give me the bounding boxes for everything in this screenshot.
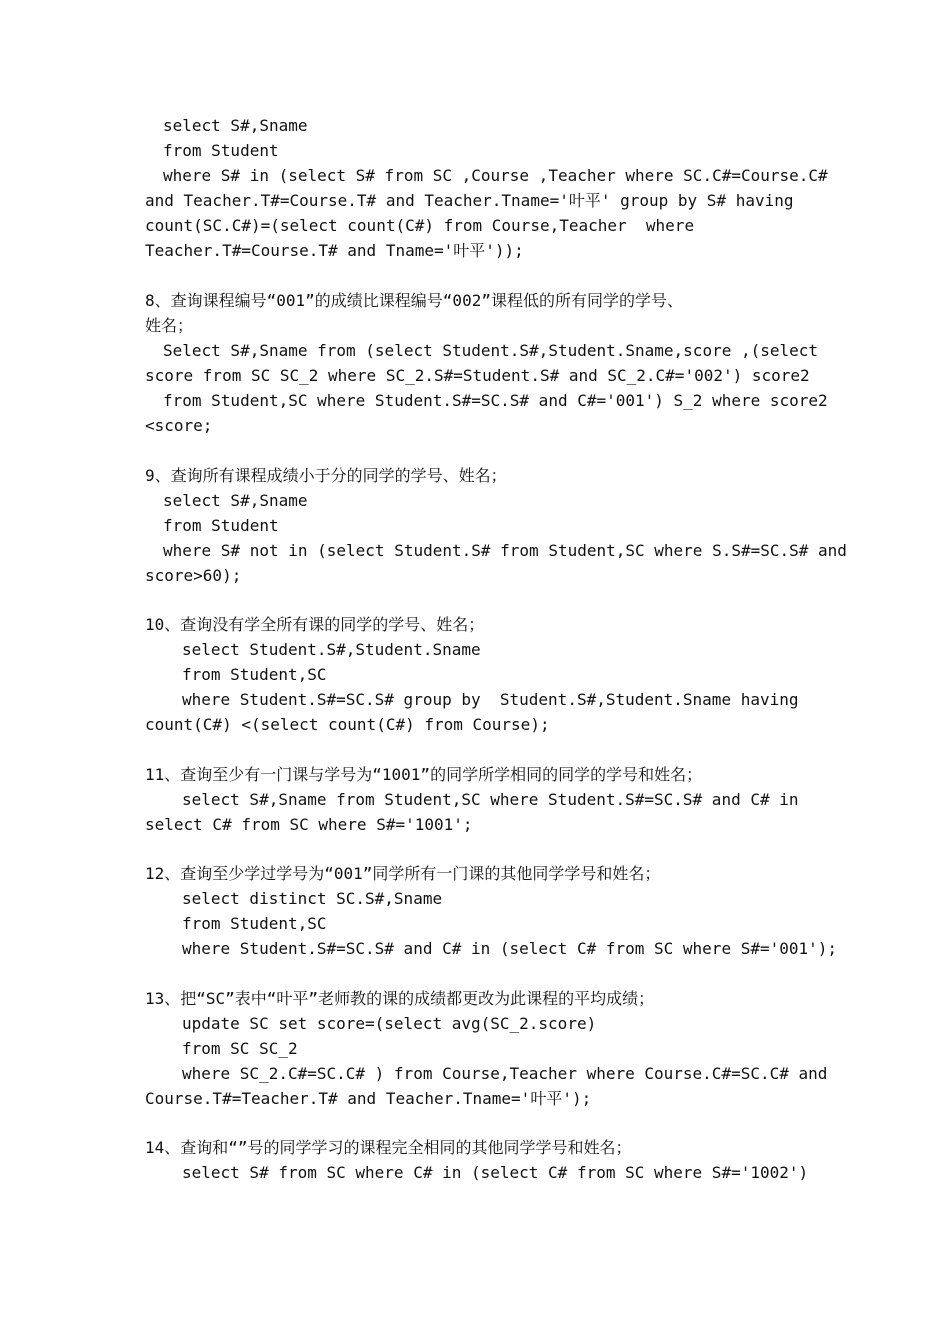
code-line: from Student,SC — [182, 665, 327, 684]
question-heading: 13、把“SC”表中“叶平”老师教的课的成绩都更改为此课程的平均成绩； — [145, 989, 655, 1008]
code-line: from Student — [163, 141, 279, 160]
code-line: from SC SC_2 — [182, 1039, 298, 1058]
code-line: score>60); — [145, 566, 242, 585]
code-line: where SC_2.C#=SC.C# ) from Course,Teacher where Course.C#=SC.C# and — [182, 1064, 828, 1083]
code-line: and Teacher.T#=Course.T# and Teacher.Tname='叶平' group by S# having — [145, 191, 794, 210]
question-heading: 9、查询所有课程成绩小于分的同学的学号、姓名； — [145, 466, 507, 485]
code-line: select Student.S#,Student.Sname — [182, 640, 481, 659]
code-line: update SC set score=(select avg(SC_2.score) — [182, 1014, 597, 1033]
code-line: count(SC.C#)=(select count(C#) from Course,Teacher where — [145, 216, 695, 235]
code-line: where S# not in (select Student.S# from Student,SC where S.S#=SC.S# and — [163, 541, 847, 560]
code-line: score from SC SC_2 where SC_2.S#=Student.S# and SC_2.C#='002') score2 — [145, 366, 810, 385]
code-line: select S# from SC where C# in (select C# from SC where S#='1002') — [182, 1163, 809, 1182]
code-line: Course.T#=Teacher.T# and Teacher.Tname='叶平'); — [145, 1089, 592, 1108]
code-line: select distinct SC.S#,Sname — [182, 889, 443, 908]
question-heading: 14、查询和“”号的同学学习的课程完全相同的其他同学学号和姓名； — [145, 1138, 632, 1157]
code-line: <score; — [145, 416, 213, 435]
code-line: select S#,Sname — [163, 491, 308, 510]
code-line: select S#,Sname from Student,SC where Student.S#=SC.S# and C# in — [182, 790, 799, 809]
code-line: select S#,Sname — [163, 116, 308, 135]
code-line: Teacher.T#=Course.T# and Tname='叶平')); — [145, 241, 524, 260]
code-line: from Student,SC where Student.S#=SC.S# and C#='001') S_2 where score2 — [163, 391, 828, 410]
code-line: Select S#,Sname from (select Student.S#,Student.Sname,score ,(select — [163, 341, 819, 360]
code-line: from Student,SC — [182, 914, 327, 933]
code-line: where Student.S#=SC.S# and C# in (select C# from SC where S#='001'); — [182, 939, 838, 958]
question-heading: 10、查询没有学全所有课的同学的学号、姓名； — [145, 615, 485, 634]
code-line: select C# from SC where S#='1001'; — [145, 815, 473, 834]
question-heading: 12、查询至少学过学号为“001”同学所有一门课的其他同学学号和姓名； — [145, 864, 661, 883]
code-line: from Student — [163, 516, 279, 535]
code-line: where S# in (select S# from SC ,Course ,Teacher where SC.C#=Course.C# — [163, 166, 828, 185]
question-heading: 8、查询课程编号“001”的成绩比课程编号“002”课程低的所有同学的学号、 — [145, 291, 683, 310]
code-line: count(C#) <(select count(C#) from Course); — [145, 715, 550, 734]
code-line: where Student.S#=SC.S# group by Student.S#,Student.Sname having — [182, 690, 799, 709]
question-heading: 姓名； — [145, 316, 194, 335]
question-heading: 11、查询至少有一门课与学号为“1001”的同学所学相同的同学的学号和姓名； — [145, 765, 703, 784]
